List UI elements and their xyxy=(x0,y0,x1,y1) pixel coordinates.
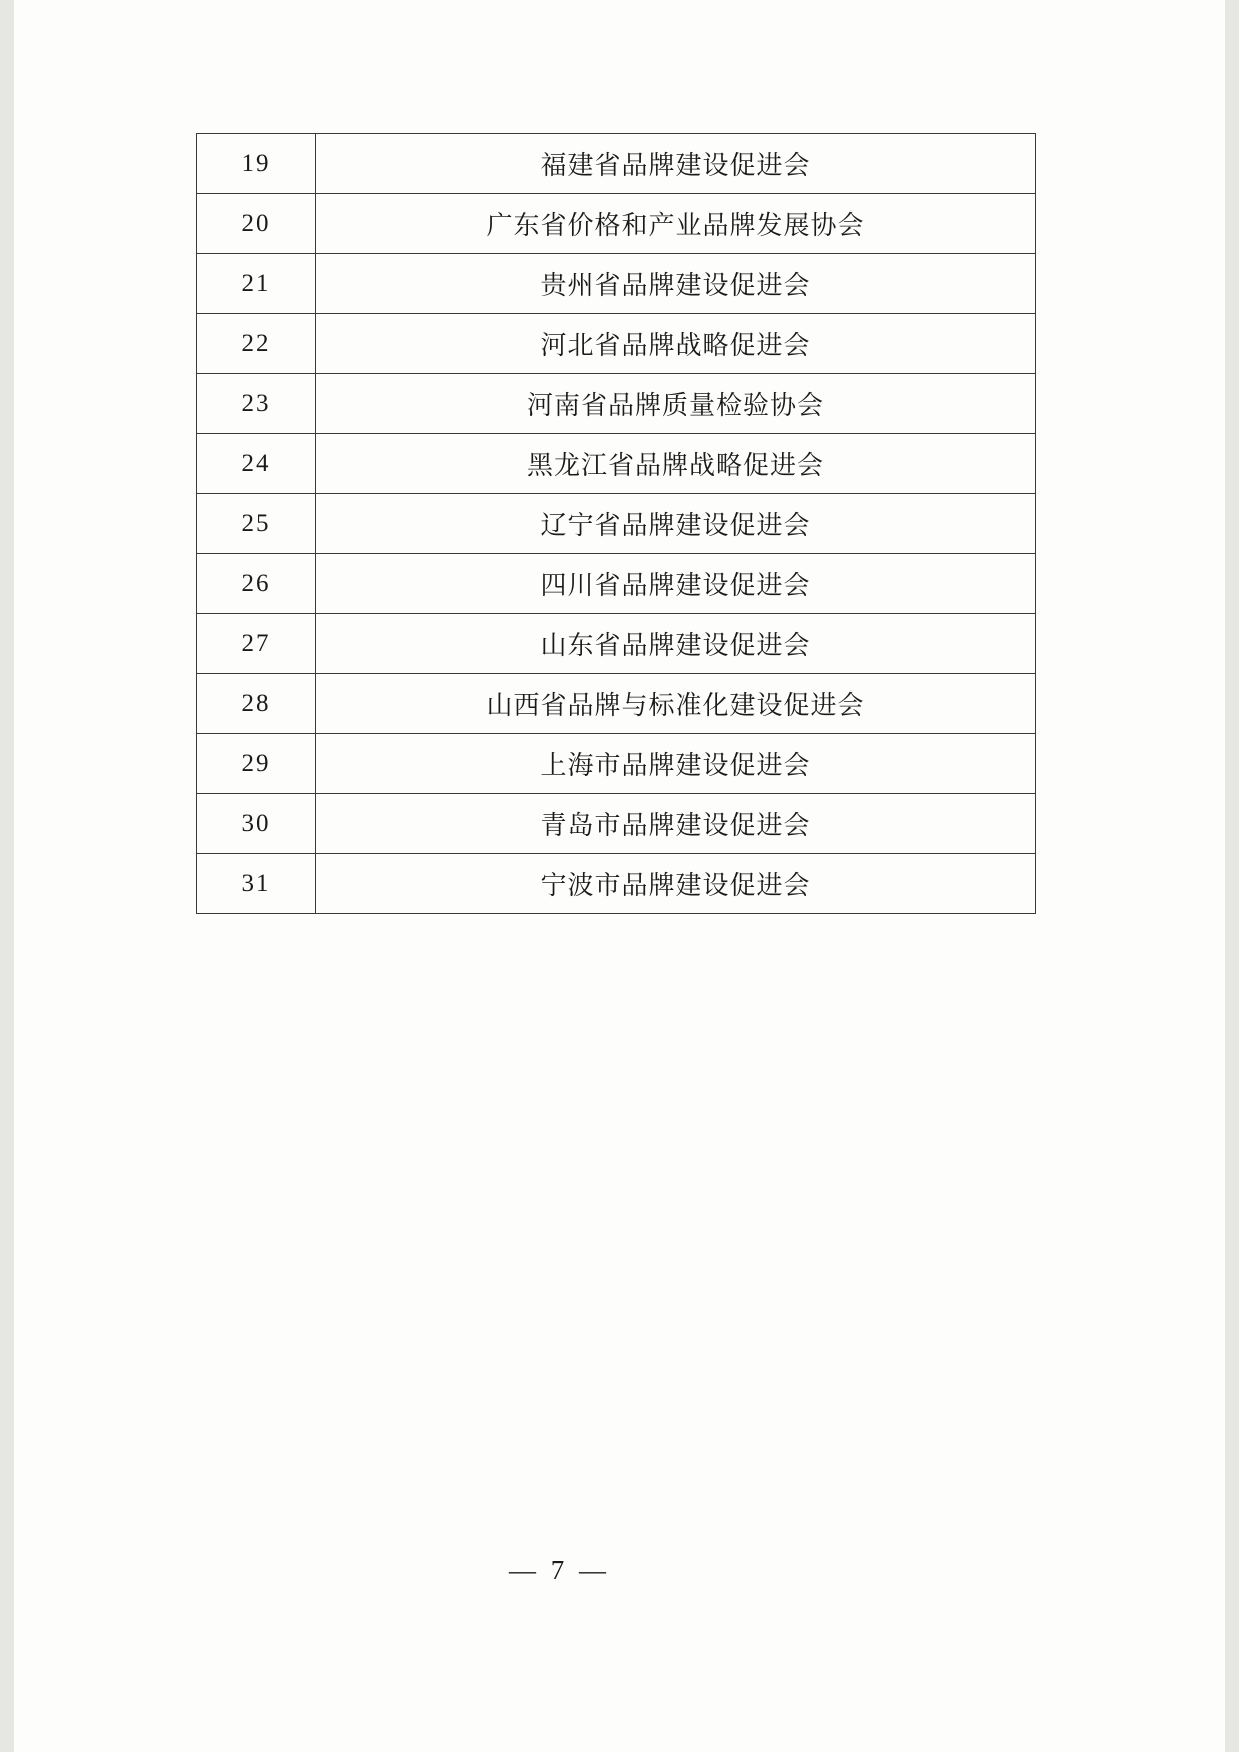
row-number-cell: 27 xyxy=(197,614,316,674)
row-name-cell: 山东省品牌建设促进会 xyxy=(316,614,1036,674)
page-number: — 7 — xyxy=(509,1555,610,1585)
row-name-cell: 四川省品牌建设促进会 xyxy=(316,554,1036,614)
row-number-cell: 28 xyxy=(197,674,316,734)
table-row xyxy=(197,314,1036,374)
row-number-cell: 19 xyxy=(197,134,316,194)
table-row xyxy=(197,734,1036,794)
table-row xyxy=(197,434,1036,494)
row-name-cell: 辽宁省品牌建设促进会 xyxy=(316,494,1036,554)
row-number-cell: 30 xyxy=(197,794,316,854)
table-row xyxy=(197,494,1036,554)
row-name-cell: 山西省品牌与标准化建设促进会 xyxy=(316,674,1036,734)
row-name-cell: 青岛市品牌建设促进会 xyxy=(316,794,1036,854)
row-number-cell: 25 xyxy=(197,494,316,554)
row-number-cell: 22 xyxy=(197,314,316,374)
row-name-cell: 上海市品牌建设促进会 xyxy=(316,734,1036,794)
table-row xyxy=(197,254,1036,314)
organization-list-table xyxy=(196,133,1036,914)
table-row xyxy=(197,554,1036,614)
table-row xyxy=(197,134,1036,194)
row-number-cell: 21 xyxy=(197,254,316,314)
row-name-cell: 黑龙江省品牌战略促进会 xyxy=(316,434,1036,494)
table-row xyxy=(197,674,1036,734)
table-row xyxy=(197,794,1036,854)
table-body xyxy=(197,134,1036,914)
table-row xyxy=(197,854,1036,914)
row-number-cell: 20 xyxy=(197,194,316,254)
row-name-cell: 河南省品牌质量检验协会 xyxy=(316,374,1036,434)
row-number-cell: 26 xyxy=(197,554,316,614)
row-name-cell: 河北省品牌战略促进会 xyxy=(316,314,1036,374)
row-number-cell: 29 xyxy=(197,734,316,794)
row-number-cell: 31 xyxy=(197,854,316,914)
row-name-cell: 广东省价格和产业品牌发展协会 xyxy=(316,194,1036,254)
table-row xyxy=(197,614,1036,674)
row-number-cell: 23 xyxy=(197,374,316,434)
row-name-cell: 宁波市品牌建设促进会 xyxy=(316,854,1036,914)
page-edge-left xyxy=(0,0,14,1752)
page-edge-right xyxy=(1225,0,1239,1752)
row-name-cell: 福建省品牌建设促进会 xyxy=(316,134,1036,194)
row-name-cell: 贵州省品牌建设促进会 xyxy=(316,254,1036,314)
table-row xyxy=(197,374,1036,434)
table-row xyxy=(197,194,1036,254)
row-number-cell: 24 xyxy=(197,434,316,494)
